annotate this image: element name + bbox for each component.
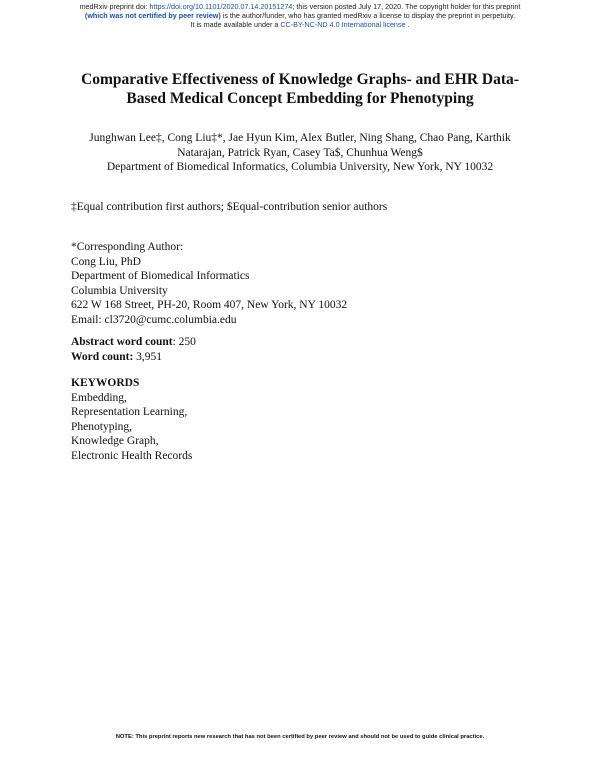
word-count-label: Word count: bbox=[71, 350, 134, 363]
corresponding-author-block bbox=[71, 240, 347, 327]
equal-contribution-text: ‡Equal contribution first authors; $Equal-contribution senior authors bbox=[71, 201, 388, 213]
banner-line-2 bbox=[0, 11, 600, 20]
authors-line-2: Natarajan, Patrick Ryan, Casey Ta$, Chunhua Weng$ bbox=[177, 146, 423, 159]
corresponding-dept: Department of Biomedical Informatics bbox=[71, 270, 250, 282]
author-block bbox=[60, 131, 540, 175]
keywords-block bbox=[71, 376, 192, 463]
banner-doi-prefix: medRxiv preprint doi: bbox=[79, 2, 150, 11]
title-line-1: Comparative Effectiveness of Knowledge Graphs- and EHR Data- bbox=[81, 71, 519, 88]
keyword-item: Electronic Health Records bbox=[71, 449, 193, 462]
title-line-2: Based Medical Concept Embedding for Phenotyping bbox=[126, 90, 474, 107]
corresponding-heading: *Corresponding Author: bbox=[71, 241, 184, 253]
preprint-banner bbox=[0, 2, 600, 29]
abstract-count-label: Abstract word count bbox=[71, 336, 173, 348]
banner-period: . bbox=[405, 20, 410, 29]
corresponding-email: Email: cl3720@cumc.columbia.edu bbox=[71, 313, 237, 326]
corresponding-university: Columbia University bbox=[71, 284, 168, 297]
paper-title bbox=[40, 70, 560, 108]
corresponding-name: Cong Liu, PhD bbox=[71, 255, 141, 268]
banner-copyright-text: ; this version posted July 17, 2020. The copyright holder for this preprint bbox=[292, 2, 521, 11]
keyword-item: Phenotyping, bbox=[71, 420, 133, 433]
affiliation: Department of Biomedical Informatics, Columbia University, New York, NY 10032 bbox=[106, 161, 494, 173]
banner-peer-review-note: (which was not certified by peer review) bbox=[84, 11, 221, 20]
word-count bbox=[71, 350, 196, 365]
word-counts bbox=[71, 335, 196, 364]
banner-line-3 bbox=[0, 20, 600, 29]
keywords-heading: KEYWORDS bbox=[71, 377, 140, 389]
preprint-footer-note: NOTE: This preprint reports new research that has not been certified by peer review and should not be used to guide clinical practice. bbox=[115, 734, 485, 740]
abstract-count-value: : 250 bbox=[172, 336, 196, 348]
word-count-value: 3,951 bbox=[133, 350, 163, 363]
banner-available-text: It is made available under a bbox=[190, 20, 281, 29]
equal-contribution-note bbox=[71, 200, 387, 215]
keyword-item: Embedding, bbox=[71, 391, 127, 404]
banner-line-1 bbox=[0, 2, 600, 11]
doi-link[interactable]: https://doi.org/10.1101/2020.07.14.20151274 bbox=[149, 2, 293, 11]
authors-line-1: Junghwan Lee‡, Cong Liu‡*, Jae Hyun Kim, Alex Butler, Ning Shang, Chao Pang, Karthik bbox=[89, 132, 511, 144]
corresponding-address: 622 W 168 Street, PH-20, Room 407, New York, NY 10032 bbox=[71, 299, 348, 311]
keyword-item: Representation Learning, bbox=[71, 406, 188, 418]
abstract-word-count bbox=[71, 335, 196, 350]
banner-license-text: is the author/funder, who has granted medRxiv a license to display the preprint in perpetuity. bbox=[220, 11, 516, 20]
keyword-item: Knowledge Graph, bbox=[71, 435, 159, 447]
license-link[interactable]: CC-BY-NC-ND 4.0 International license bbox=[280, 20, 406, 29]
